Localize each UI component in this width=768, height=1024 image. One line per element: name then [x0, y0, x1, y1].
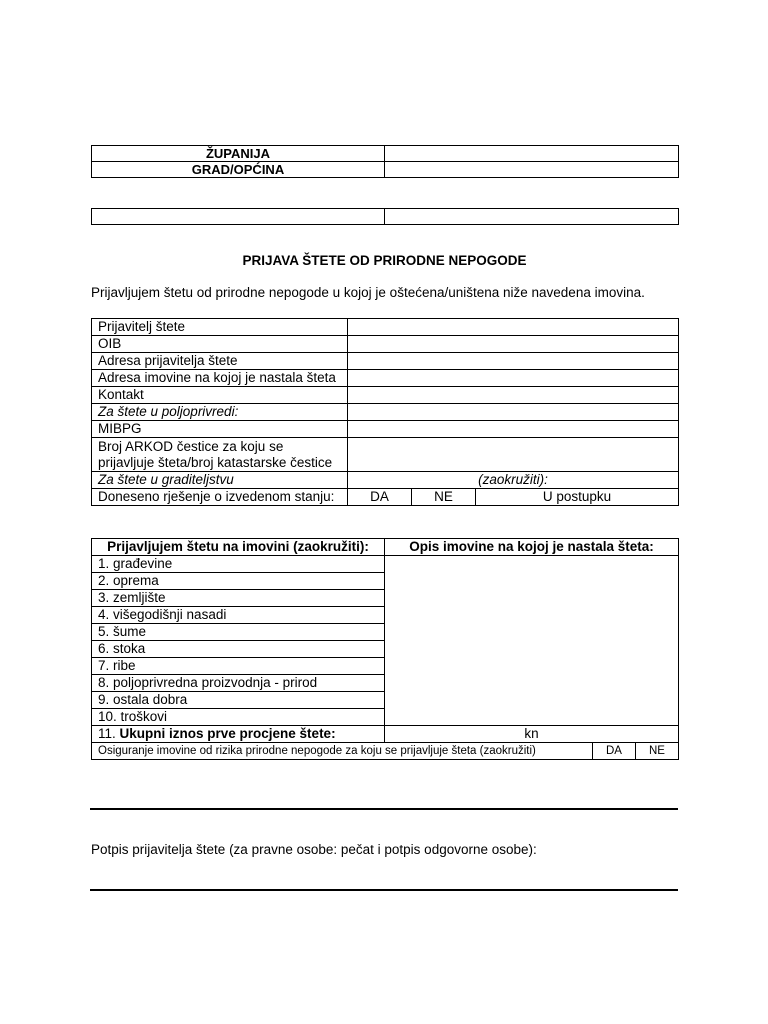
- contact-label: Kontakt: [92, 387, 348, 404]
- property-item[interactable]: 5. šume: [92, 624, 385, 641]
- currency-unit: kn: [524, 726, 539, 741]
- insurance-option-no[interactable]: NE: [636, 743, 679, 760]
- city-field[interactable]: [385, 162, 679, 178]
- property-item[interactable]: 4. višegodišnji nasadi: [92, 607, 385, 624]
- reporter-label: Prijavitelj štete: [92, 319, 348, 336]
- reporter-address-field[interactable]: [348, 353, 679, 370]
- reporter-table: [91, 318, 679, 506]
- arkod-label: Broj ARKOD čestice za koju se prijavljuje šteta/broj katastarske čestice: [92, 438, 348, 472]
- property-description-field[interactable]: [385, 556, 679, 726]
- total-label: Ukupni iznos prve procjene štete:: [119, 726, 336, 741]
- property-item[interactable]: 3. zemljište: [92, 590, 385, 607]
- mibpg-field[interactable]: [348, 421, 679, 438]
- decision-option-no[interactable]: NE: [412, 489, 476, 506]
- insurance-label: Osiguranje imovine od rizika prirodne nepogode za koju se prijavljuje šteta (zaokružiti): [92, 743, 593, 760]
- form-title: PRIJAVA ŠTETE OD PRIRODNE NEPOGODE: [242, 253, 527, 268]
- blank-field-right[interactable]: [385, 209, 679, 225]
- decision-option-pending[interactable]: U postupku: [476, 489, 679, 506]
- signature-label: Potpis prijavitelja štete (za pravne osobe: pečat i potpis odgovorne osobe):: [91, 842, 537, 857]
- mibpg-label: MIBPG: [92, 421, 348, 438]
- county-table: [91, 145, 679, 178]
- property-table: [91, 538, 679, 760]
- total-prefix: 11.: [98, 726, 120, 741]
- property-item[interactable]: 8. poljoprivredna proizvodnja - prirod: [92, 675, 385, 692]
- insurance-option-yes[interactable]: DA: [593, 743, 636, 760]
- blank-field-left[interactable]: [92, 209, 385, 225]
- decision-label: Doneseno rješenje o izvedenom stanju:: [92, 489, 348, 506]
- property-item[interactable]: 7. ribe: [92, 658, 385, 675]
- agri-section-label: Za štete u poljoprivredi:: [92, 404, 348, 421]
- property-header-right: Opis imovine na kojoj je nastala šteta:: [385, 539, 679, 556]
- reporter-field[interactable]: [348, 319, 679, 336]
- property-address-label: Adresa imovine na kojoj je nastala šteta: [92, 370, 348, 387]
- property-header-left: Prijavljujem štetu na imovini (zaokružiti):: [92, 539, 385, 556]
- property-address-field[interactable]: [348, 370, 679, 387]
- circle-note: (zaokružiti):: [348, 472, 679, 489]
- oib-field[interactable]: [348, 336, 679, 353]
- oib-label: OIB: [92, 336, 348, 353]
- reporter-address-label: Adresa prijavitelja štete: [92, 353, 348, 370]
- construction-section-label: Za štete u graditeljstvu: [92, 472, 348, 489]
- arkod-field[interactable]: [348, 438, 679, 472]
- property-item[interactable]: 6. stoka: [92, 641, 385, 658]
- city-label: GRAD/OPĆINA: [92, 162, 385, 178]
- county-label: ŽUPANIJA: [92, 146, 385, 162]
- contact-field[interactable]: [348, 387, 679, 404]
- property-item[interactable]: 1. građevine: [92, 556, 385, 573]
- divider-top: [90, 808, 678, 810]
- total-estimate-field[interactable]: [385, 726, 679, 743]
- signature-line: [90, 889, 678, 891]
- intro-text: Prijavljujem štetu od prirodne nepogode u kojoj je oštećena/uništena niže navedena imovina.: [91, 285, 645, 300]
- decision-option-yes[interactable]: DA: [348, 489, 412, 506]
- property-item[interactable]: 2. oprema: [92, 573, 385, 590]
- total-estimate-label: [92, 726, 385, 743]
- property-item[interactable]: 10. troškovi: [92, 709, 385, 726]
- agri-section-field: [348, 404, 679, 421]
- blank-table: [91, 208, 679, 225]
- property-item[interactable]: 9. ostala dobra: [92, 692, 385, 709]
- county-field[interactable]: [385, 146, 679, 162]
